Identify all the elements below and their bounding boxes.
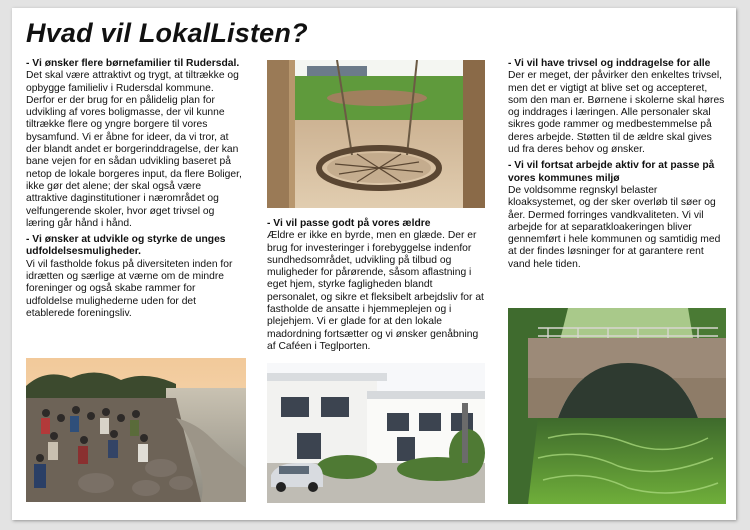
section-heading-elderly: - Vi vil passe godt på vores ældre	[267, 218, 431, 229]
crowd-photo	[26, 358, 246, 502]
page	[12, 8, 736, 520]
section-heading-families: - Vi ønsker flere børnefamilier til Rudersdal.	[26, 58, 240, 69]
swing-photo-graphic	[267, 60, 485, 208]
section-heading-wellbeing: - Vi vil have trivsel og inddragelse for alle	[508, 58, 711, 69]
swing-photo	[267, 60, 485, 208]
section-heading-environment: - Vi vil fortsat arbejde aktiv for at passe på vores kommunes miljø	[508, 160, 715, 184]
section-body-elderly: Ældre er ikke en byrde, men en glæde. Der er brug for investeringer i forebyggelse indenfor sundhedsområdet, udvikling på tilbud og muligheder for pårørende, såsom aflastning i eget hjem, styrke fagligheden blandt personalet, og sikre et fleksibelt arbejdsliv for at fastholde de ansatte i hjemmeplejen og i plejehjem. Vi er glade for at den lokale madordning fortsætter og vi ønsker genåbning af Caféen i Teglporten.	[267, 230, 484, 352]
section-body-youth: Vi vil fastholde fokus på diversiteten inden for idrætten og særlige at værne om de mindre foreninger og også skabe rammer for udfoldelse mulighederne uden for det etablerede foreningsliv.	[26, 258, 233, 319]
section-heading-youth: - Vi ønsker at udvikle og styrke de unges udfoldelsesmuligheder.	[26, 234, 226, 258]
bridge-photo-graphic	[508, 308, 726, 504]
building-photo-graphic	[267, 363, 485, 503]
section-body-environment: De voldsomme regnskyl belaster kloaksystemet, og der sker overløb til søer og åer. Dermed forringes vandkvaliteten. Vi vil arbejde for at separatkloakeringen bliver gennemført i hele kommunen og samtidig med at der findes løsninger for at garantere rent vand hele tiden.	[508, 184, 721, 270]
crowd-photo-graphic	[26, 358, 246, 502]
bridge-photo	[508, 308, 726, 504]
section-body-wellbeing: Der er meget, der påvirker den enkeltes trivsel, men det er vigtigt at blive set og accepteret, som den man er. Børnene i skolerne skal høres og inddrages i læringen. Alle personaler skal sikres gode rammer og medbestemmelse på deres arbejde. Støtten til de ældre skal gives ud fra deres behov og ønsker.	[508, 70, 725, 156]
building-photo	[267, 363, 485, 503]
column-1	[26, 58, 244, 320]
page-title: Hvad vil LokalListen?	[26, 18, 308, 48]
column-2	[267, 218, 485, 353]
section-body-families: Det skal være attraktivt og trygt, at tiltrække og opbygge familieliv i Rudersdal kommune. Derfor er der brug for en pålidelig plan for udvikling af vores boligmasse, der vil kunne tiltrække flere og yngre borgere til vores bysamfund. Vi er åbne for ideer, da vi tror, at der blandt andet er borgerinddragelse, der kan bane vejen for en sådan udvikling baseret på netop de lokale borgeres input, da flere Boliger, ikke gør det alene; der skal også være attraktive daginstitutioner i nærområdet og velfungerende skoler, hvor øget trivsel og læring går hånd i hånd.	[26, 70, 242, 229]
column-3	[508, 58, 726, 271]
